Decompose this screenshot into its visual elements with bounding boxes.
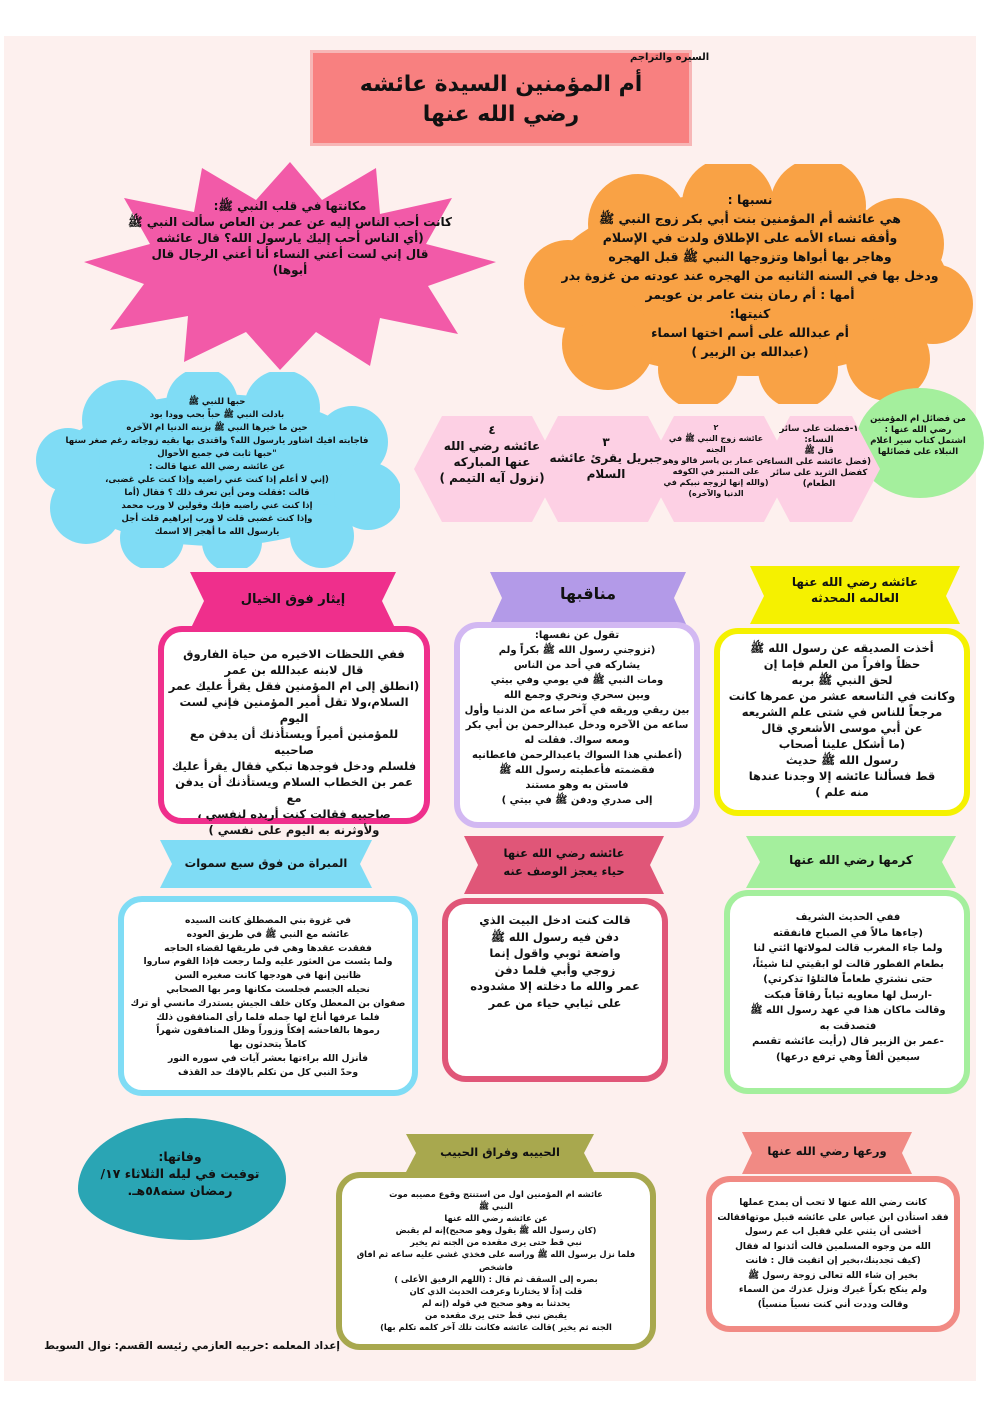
love-title: حبها للنبي ﷺ bbox=[188, 397, 246, 407]
lineage-section bbox=[540, 190, 960, 361]
beloved-banner: الحبيبه وفراق الحبيب bbox=[440, 1145, 560, 1159]
section-label: السيره والتراجم bbox=[630, 52, 710, 63]
modesty-banner: عائشه رضي الله عنها حياء يعجز الوصف عنه bbox=[503, 846, 625, 878]
modesty-body: قالت كنت ادخل البيت الذي دفن فيه رسول الله ﷺ واضعة ثوبي واقول إنما زوجي وأبي فلما دفن عمر والله ما دخلته إلا مشدوده على ثيابي حياء من عمر bbox=[470, 913, 640, 1010]
title-line-1: أم المؤمنين السيدة عائشه bbox=[359, 72, 643, 97]
scholar-banner: عائشه رضي الله عنها العالمه المحدثه bbox=[791, 575, 919, 605]
beloved-body: عائشه ام المؤمنين اول من استنتج وقوع مصيبه موت النبي ﷺ عن عائشه رضي الله عنها (كان رسول الله ﷺ يقول وهو صحيح)إنه لم يقبض نبي قط حتى يرى مقعده من الجنه ثم يخير فلما نزل برسول الله ﷺ وراسه على فخذي غشي عليه ساعه ثم افاق فاشخص بصره إلى السقف ثم قال : (اللهم الرفيق الأعلى ) قلت إذاً لا يختارنا وعرفت الحديث الذي كان يحدثنا به وهو صحيح في قوله (إنه لم يقبض نبي قط حتى يرى مقعده من الجنه ثم يخير )قالت عائشه فكانت تلك آخر كلمه تكلم بها) bbox=[356, 1189, 636, 1333]
altruism-body: ففي اللحظات الاخيره من حياة الفاروق قال لابنه عبدالله بن عمر (انطلق إلى ام المؤمنين فقل يقرأ عليك عمر السلام،ولا تقل أمير المؤمنين فإني لست اليوم للمؤمنين أميراً ويستأذنك أن يدفن مع صاحبيه فلسلم ودخل فوجدها تبكي فقال يقرأ عليك عمر بن الخطاب السلام ويستأذنك أن يدفن مع صاحبيه فقالت كنت أريده لنفسي ، ولأوثرنه به اليوم على نفسي ) bbox=[168, 647, 420, 837]
virtue-item-3: ٣ جبريل يقرئ عائشه السلام bbox=[549, 435, 663, 481]
page-title bbox=[310, 70, 692, 130]
generosity-body: ففي الحديث الشريف (جاءها مالاً في الصباح فانفقته ولما جاء المغرب قالت لمولاتها ائتي لنا بطعام الفطور قالت لو ابقيتي لنا شيئاً، حتى نشتري طعاماً فالتلؤا تذكرتي) -ارسل لها معاويه ثياباً رقاقاً فبكت وقالت ماكان هذا في عهد رسول الله ﷺ فتصدقت به -عمر بن الزبير قال (رأيت عائشه تقسم سبعين ألفاً وهي ترفع درعها) bbox=[750, 912, 946, 1063]
status-body: كانت أحب الناس إليه عن عمر بن العاص سألت النبي ﷺ (أي الناس أحب إليك يارسول الله؟ قال عائشه قال إني لست أعني النساء أنا أعني الرجال قال أبوها) bbox=[128, 215, 452, 277]
death-body: توفيت في ليله الثلاثاء ١٧/ رمضان سنه٥٨هـ. bbox=[100, 1166, 260, 1198]
virtues-intro: من فضائل ام المؤمنين رضي الله عنها : اشتمل كتاب سير اعلام النبلاء على فضائلها bbox=[870, 414, 966, 457]
kunya-body: أم عبدالله على أسم اختها اسماء (عبدالله بن الزبير ) bbox=[651, 325, 849, 359]
title-line-2: رضي الله عنها bbox=[422, 102, 580, 127]
merits-body: تقول عن نفسها: (تزوجني رسول الله ﷺ بكراً ولم يشاركه في أحد من الناس ومات النبي ﷺ في يومي وفي بيتي وبين سحري ونحري وجمع الله بين ريقي وريقه في آخر ساعه من الدنيا وأول ساعه من الآخره ودخل عبدالرحمن بن أبي بكر ومعه سواك. فقلت له (أعطني هذا السواك ياعبدالرحمن فاعطانيه فقضمته فأعطيته رسول الله ﷺ فاستن به وهو مستند إلى صدري ودفن ﷺ في بيتي ) bbox=[464, 630, 690, 806]
kunya-title: كنيتها: bbox=[729, 306, 771, 321]
virtue-item-2: ٢ عائشه زوج النبي ﷺ في الجنه عن عمار بن ياسر قالو وهو على المنبر في الكوفه (والله إنها لزوجه نبيكم في الدنيا والآخره) bbox=[663, 423, 769, 498]
status-section bbox=[120, 198, 460, 278]
virtue-item-1: ١-فضلت على سائر النساء: قال ﷺ (فضل عائشه على النساء كفضل الثريد على سائر الطعام) bbox=[767, 424, 871, 489]
status-title: مكانتها في قلب النبي ﷺ: bbox=[213, 199, 367, 213]
virtue-item-4: ٤ عائشه رضي الله عنها المباركه (نزول آيه التيمم ) bbox=[439, 423, 545, 485]
lineage-title: نسبها : bbox=[727, 192, 773, 207]
love-section bbox=[52, 396, 382, 539]
death-section bbox=[90, 1148, 270, 1199]
footer-credit: إعداد المعلمه :حربيه العازمي رئيسه القسم: نوال السويط bbox=[44, 1340, 340, 1352]
piety-body: كانت رضي الله عنها لا تحب أن يمدح عملها فقد استأذن ابن عباس على عائشه قبيل موتهافقالت أخشى أن يثني علي فقيل اب عم رسول الله من وجوه المسلمين قالت أئذنوا له فقال (كيف تجدينك،بخير إن اتقيت قال : فانت بخير إن شاء الله تعالى زوجة رسول ﷺ ولم ينكح بكراً غيرك ونزل عذرك من السماء وقالت وددت أني كنت نسياً منسياً) bbox=[717, 1198, 949, 1310]
death-title: وفاتها: bbox=[158, 1149, 202, 1164]
slander-body: في غزوة بني المصطلق كانت السيده عائشه مع النبي ﷺ في طريق العوده ففقدت عقدها وهي في طريقها لقضاء الحاجه ولما يئست من العثور عليه ولما رجعت فإذا القوم ساروا ظانين إنها في هودجها كانت صغيره السن نحيله الجسم فجلست مكانها ومر بها الصحابي صفوان بن المعطل وكان خلف الجيش يستدرك مانسي أو ترك فلما عرفها أناخ لها جمله فلما رأى المنافقون ذلك رموها بالفاحشه إفكاً وزوراً وظل المنافقون شهراً كاملاً يتحدثون بها فأنزل الله براءتها بعشر آيات في سوره النور وحدّ النبي كل من تكلم بالإفك حد القذف bbox=[130, 915, 406, 1078]
generosity-banner: كرمها رضي الله عنها bbox=[789, 853, 913, 867]
altruism-banner: إيثار فوق الخيال bbox=[240, 592, 346, 607]
scholar-body: أخذت الصديقه عن رسول الله ﷺ حظاً وافراً من العلم فإما إن لحق النبي ﷺ بربه وكانت في التاسعه عشر من عمرها كانت مرجعاً للناس في شتى علم الشريعه عن أبي موسى الأشعري قال (ما أشكل علينا أصحاب رسول الله ﷺ حديث قط فسألنا عائشه إلا وجدنا عندها منه علم ) bbox=[728, 641, 956, 799]
love-body: بادلت النبي ﷺ حباً بحب وودا بود حين ما خيرها النبي ﷺ بزينه الدنيا ام الآخره فاجابته افيك اشاور يارسول الله؟ واقتدى بها بقيه زوجاته رغم صغر سنها "حبها ثابت في جميع الأحوال عن عائشه رضي الله عنها قالت : (إني لا أعلم إذا كنت عني راضيه وإذا كنت علي غضبى، قالت :فقلت ومن أين تعرف ذلك ؟ فقال (أما إذا كنت عني راضيه فإنك وقولين لا ورب محمد وإذا كنت غضبى قلت لا ورب إبراهيم قلت أجل يارسول الله ما أهجر إلا اسمك bbox=[65, 410, 369, 537]
lineage-body: هي عائشه أم المؤمنين بنت أبي بكر زوج النبي ﷺ وأفقه نساء الأمه على الإطلاق ولدت في الإسلام وهاجر بها أبواها وتزوجها النبي ﷺ قبل الهجره ودخل بها في السنه الثانيه من الهجره عند عودته من غزوة بدر أمها : أم رمان بنت عامر بن عويمر bbox=[561, 211, 939, 302]
slander-banner: المبراة من فوق سبع سموات bbox=[184, 856, 348, 870]
piety-banner: ورعها رضي الله عنها bbox=[767, 1144, 887, 1158]
merits-banner: مناقبها bbox=[559, 584, 617, 603]
